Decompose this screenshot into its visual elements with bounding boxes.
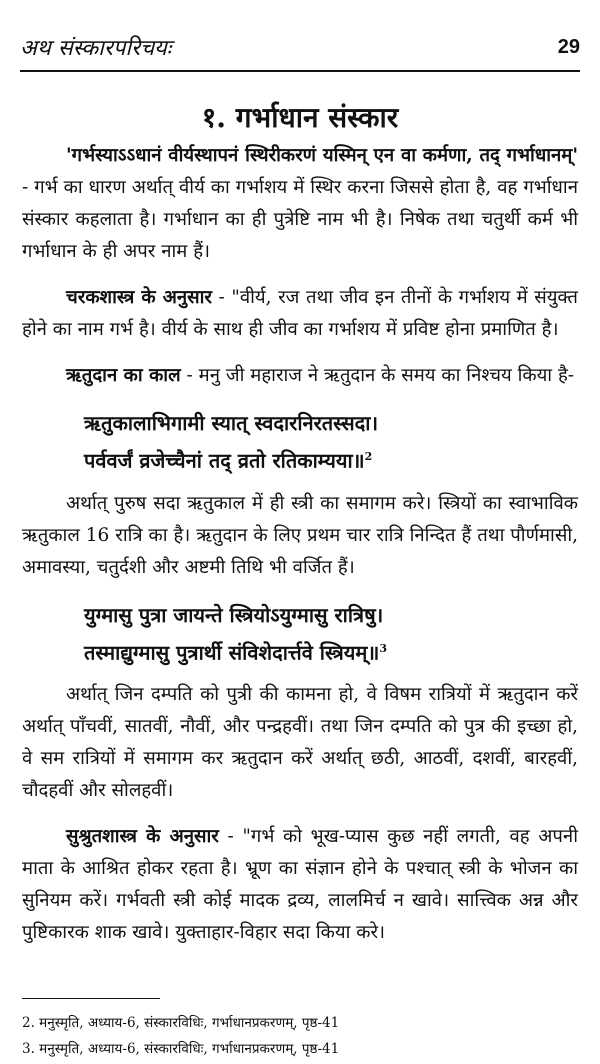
paragraph-charaka <box>22 282 578 346</box>
sushruta-lead: सुश्रुतशास्त्र के अनुसार <box>66 826 219 848</box>
footnote-rule <box>22 998 160 999</box>
footnotes <box>22 1010 580 1062</box>
verse-manu-2 <box>22 598 578 670</box>
verse-line: युग्मासु पुत्रा जायन्ते स्त्रियोऽयुग्मासु रात्रिषु। <box>84 602 384 627</box>
chapter-title: १. गर्भाधान संस्कार <box>201 101 399 134</box>
verse-manu-1 <box>22 406 578 478</box>
sushruta-text: - "गर्भ को भूख-प्यास कुछ नहीं लगती, वह अपनी माता के आश्रित होकर रहता है। भ्रूण का संज्ञान होने के पश्चात् स्त्री के भोजन का सुनियम करें। गर्भवती स्त्री कोई मादक द्रव्य, लालमिर्च न खावे। सात्त्विक अन्न और पुष्टिकारक शाक खावे। युक्ताहार-विहार सदा किया करे। <box>22 826 578 944</box>
verse-line <box>84 632 578 670</box>
footnote-ref: 2 <box>364 450 373 463</box>
body-text <box>22 140 578 963</box>
footnote-ref: 3 <box>379 641 387 655</box>
paragraph-sushruta <box>22 821 578 949</box>
paragraph-ritudan <box>22 360 578 392</box>
verse-line-text: पर्ववर्जं व्रजेच्चैनां तद् व्रतो रतिकाम्यया॥ <box>84 448 365 473</box>
ritudan-text: - मनु जी महाराज ने ऋतुदान के समय का निश्चय किया है- <box>180 365 575 386</box>
header-rule <box>20 70 580 72</box>
verse-line-text: तस्माद्युग्मासु पुत्रार्थी संविशेदार्त्तवे स्त्रियम्॥ <box>84 640 380 665</box>
page-number: 29 <box>557 35 580 58</box>
definition-text: - गर्भ का धारण अर्थात् वीर्य का गर्भाशय में स्थिर करना जिससे होता है, वह गर्भाधान संस्कार कहलाता है। गर्भाधान का ही पुत्रेष्टि नाम भी है। निषेक तथा चतुर्थी कर्म भी गर्भाधान के ही अपर नाम हैं। <box>22 177 578 262</box>
paragraph-explanation-2: अर्थात् जिन दम्पति को पुत्री की कामना हो, वे विषम रात्रियों में ऋतुदान करें अर्थात् पाँचवीं, सातवीं, नौवीं, और पन्द्रहवीं। तथा जिन दम्पति को पुत्र की इच्छा हो, वे सम रात्रियों में समागम कर ऋतुदान करें अर्थात् छठी, आठवीं, दशवीं, बारहवीं, चौदहवीं और सोलहवीं। <box>22 684 578 802</box>
ritudan-lead: ऋतुदान का काल <box>66 365 181 386</box>
charaka-text: - "वीर्य, रज तथा जीव इन तीनों के गर्भाशय में संयुक्त होने का नाम गर्भ है। वीर्य के साथ ही जीव का गर्भाशय में प्रविष्ट होना प्रमाणित है। <box>22 287 578 340</box>
paragraph-explanation-1: अर्थात् पुरुष सदा ऋतुकाल में ही स्त्री का समागम करे। स्त्रियों का स्वाभाविक ऋतुकाल 16 रात्रि का है। ऋतुदान के लिए प्रथम चार रात्रि निन्दित हैं तथा पौर्णमासी, अमावस्या, चतुर्दशी और अष्टमी तिथि भी वर्जित हैं। <box>22 492 578 578</box>
footnote: 3. मनुस्मृति, अध्याय-6, संस्कारविधिः, गर्भाधानप्रकरणम्, पृष्ठ-41 <box>22 1041 340 1057</box>
verse-line: ऋतुकालाभिगामी स्यात् स्वदारनिरतस्सदा। <box>84 411 379 435</box>
paragraph-definition <box>22 140 578 268</box>
charaka-lead: चरकशास्त्र के अनुसार <box>66 287 212 308</box>
running-title: अथ संस्कारपरिचयः <box>20 36 172 61</box>
definition-quote: 'गर्भस्याऽऽधानं वीर्यस्थापनं स्थिरीकरणं यस्मिन् एन वा कर्मणा, तद् गर्भाधानम्' <box>66 145 578 166</box>
page-header <box>20 30 580 64</box>
footnote: 2. मनुस्मृति, अध्याय-6, संस्कारविधिः, गर्भाधानप्रकरणम्, पृष्ठ-41 <box>22 1015 340 1031</box>
verse-line <box>84 440 578 478</box>
